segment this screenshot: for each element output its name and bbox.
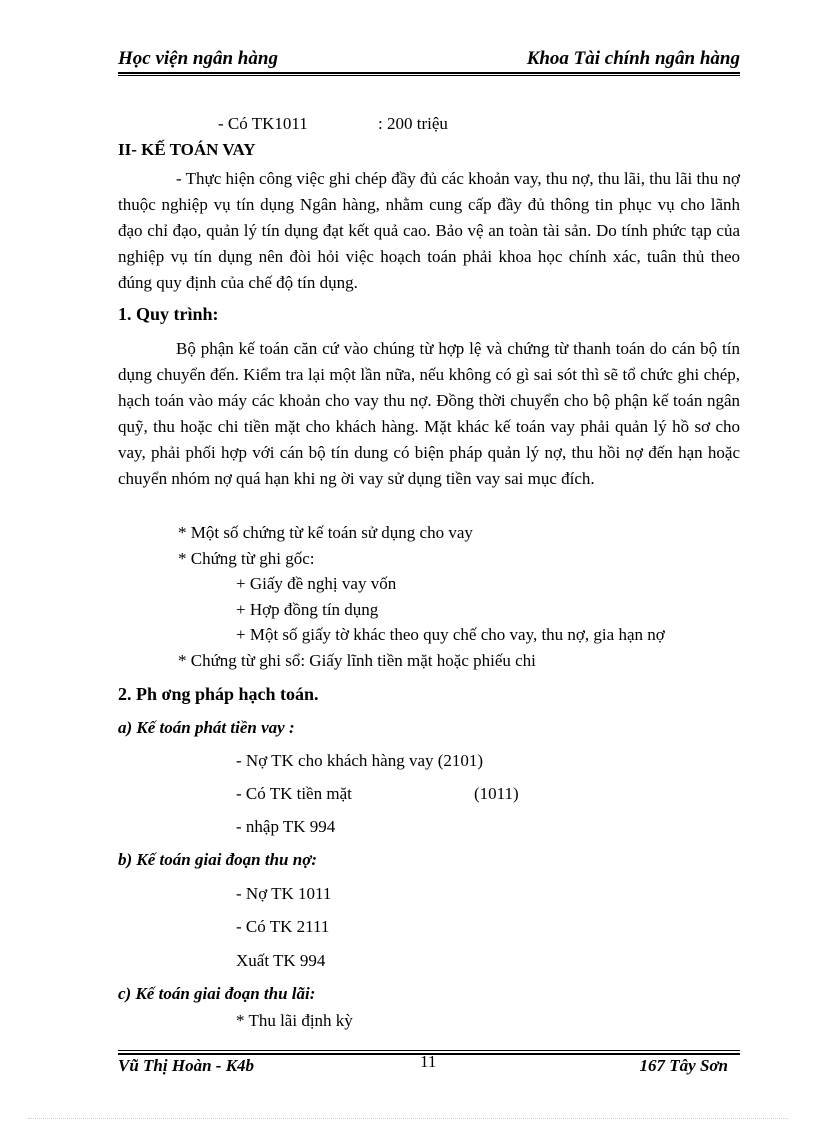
list-item: * Chứng từ ghi sổ: Giấy lĩnh tiền mặt hoặc phiếu chi bbox=[178, 651, 536, 670]
subsection-2c-title: c) Kế toán giai đoạn thu lãi: bbox=[118, 984, 316, 1003]
subsection-2-title: 2. Ph ơng pháp hạch toán. bbox=[118, 684, 319, 704]
top-line-value: : 200 triệu bbox=[378, 114, 448, 133]
section-title: II- KẾ TOÁN VAY bbox=[118, 140, 256, 159]
list-item: * Một số chứng từ kế toán sử dụng cho vay bbox=[178, 523, 473, 542]
list-item: + Hợp đồng tín dụng bbox=[236, 600, 379, 619]
entry-line: - Có TK 2111 bbox=[236, 917, 330, 936]
subsection-2b-title: b) Kế toán giai đoạn thu nợ: bbox=[118, 850, 317, 869]
entry-line: - Nợ TK cho khách hàng vay (2101) bbox=[236, 751, 484, 770]
entry-line: * Thu lãi định kỳ bbox=[236, 1011, 353, 1030]
list-item: + Giấy đề nghị vay vốn bbox=[236, 574, 397, 593]
footer-rule bbox=[118, 1050, 740, 1051]
footer-right: 167 Tây Sơn bbox=[639, 1056, 728, 1075]
intro-paragraph: - Thực hiện công việc ghi chép đầy đủ các khoản vay, thu nợ, thu lãi, thu lãi thu nợ thuộc nghiệp vụ tín dụng Ngân hàng, nhằm cung cấp đầy đủ thông tin phục vụ cho lãnh đạo chỉ đạo, quản lý tín dụng đạt kết quả cao. Bảo vệ an toàn tài sản. Do tính phức tạp của nghiệp vụ tín dụng nên đòi hỏi việc hoạch toán phải khoa học chính xác, tuân thủ theo đúng quy định của chế độ tín dụng. bbox=[118, 169, 740, 292]
subsection-1-title: 1. Quy trình: bbox=[118, 304, 219, 324]
subsection-2a-title: a) Kế toán phát tiền vay : bbox=[118, 718, 295, 737]
header-rule bbox=[118, 72, 740, 74]
page-edge-divider bbox=[28, 1118, 788, 1119]
entry-line-code: (1011) bbox=[474, 784, 519, 803]
header-left: Học viện ngân hàng bbox=[118, 48, 278, 69]
top-line-label: - Có TK1011 bbox=[218, 114, 308, 133]
entry-line: - Có TK tiền mặt bbox=[236, 784, 352, 803]
list-item: + Một số giấy tờ khác theo quy chế cho vay, thu nợ, gia hạn nợ bbox=[236, 625, 665, 644]
footer-left: Vũ Thị Hoàn - K4b bbox=[118, 1056, 255, 1075]
page-number: 11 bbox=[420, 1052, 437, 1071]
entry-line: Xuất TK 994 bbox=[236, 951, 326, 970]
header-rule-thin bbox=[118, 75, 740, 76]
subsection-1-paragraph: Bộ phận kế toán căn cứ vào chúng từ hợp lệ và chứng từ thanh toán do cán bộ tín dụng chuyển đến. Kiểm tra lại một lần nữa, nếu không có gì sai sót thì sẽ tổ chức ghi chép, hạch toán vào máy các khoản cho vay thu nợ. Đồng thời chuyển cho bộ phận kế toán ngân quỹ, thu hoặc chi tiền mặt cho khách hàng. Mặt khác kế toán vay phải quản lý hồ sơ cho vay, phải phối hợp với cán bộ tín dung có biện pháp quản lý nợ, thu hồi nợ đến hạn hoặc chuyển nhóm nợ quá hạn khi ng ời vay sử dụng tiền vay sai mục đích. bbox=[118, 339, 740, 488]
list-item: * Chứng từ ghi gốc: bbox=[178, 549, 315, 568]
entry-line: - Nợ TK 1011 bbox=[236, 884, 332, 903]
header-right: Khoa Tài chính ngân hàng bbox=[526, 48, 740, 69]
entry-line: - nhập TK 994 bbox=[236, 817, 336, 836]
